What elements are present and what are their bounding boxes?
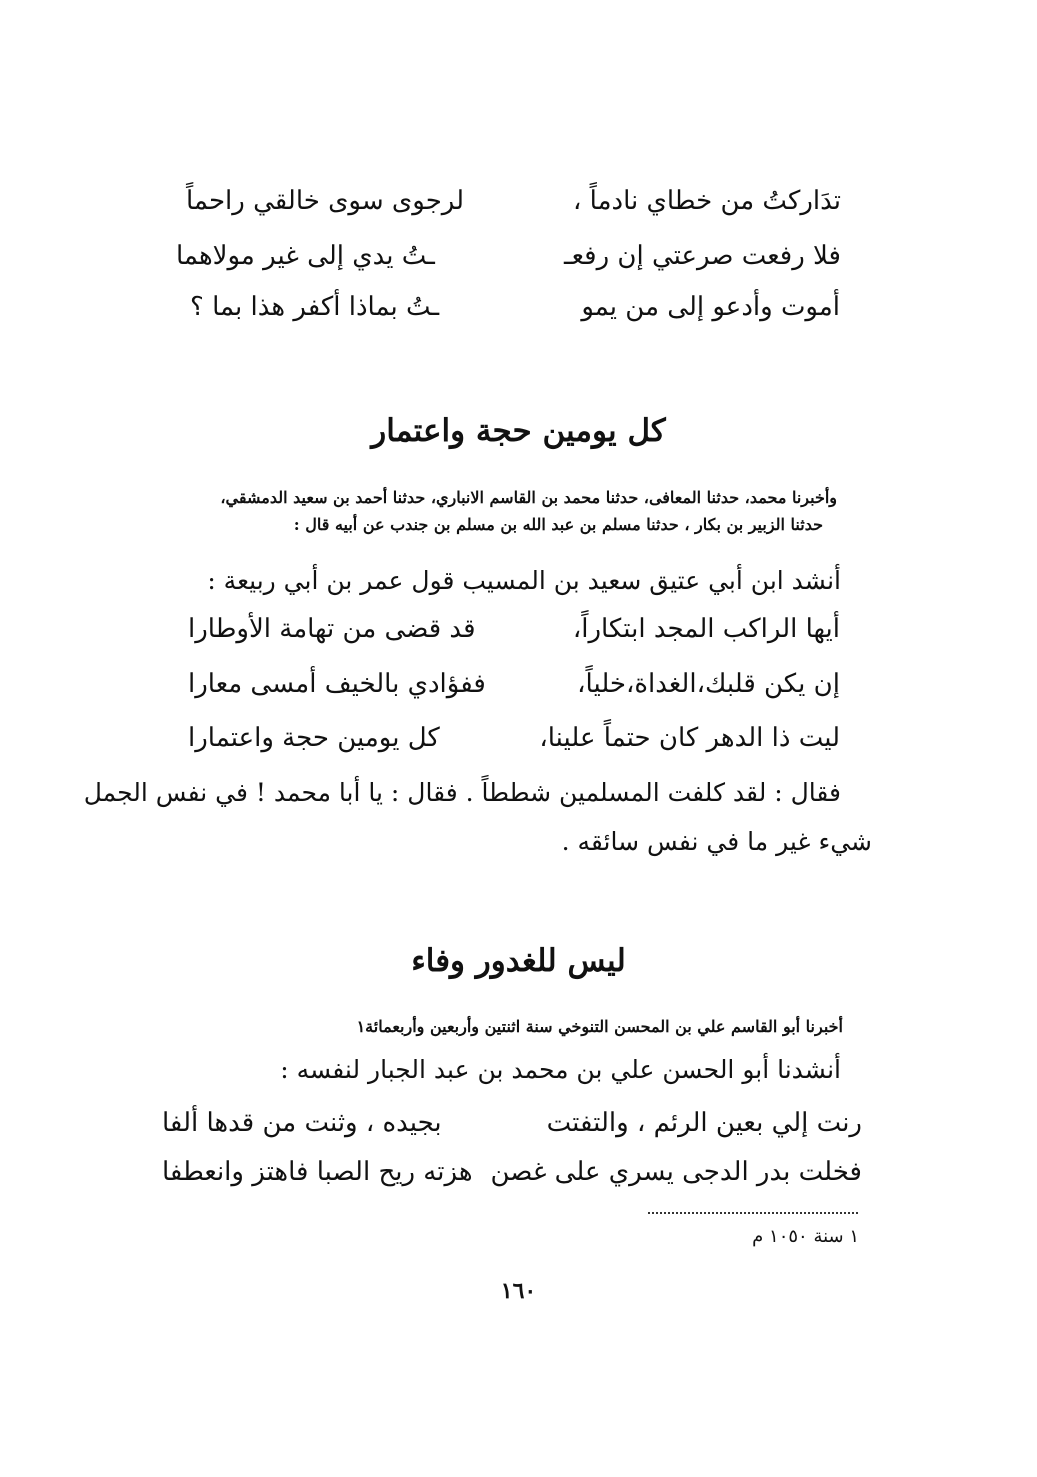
hemistich-second: هزته ريح الصبا فاهتز وانعطفا <box>162 1157 473 1187</box>
hemistich-second: بجيده ، وثنت من قدها ألفا <box>162 1108 442 1138</box>
closing-line-2: شيء غير ما في نفس سائقه . <box>561 827 872 856</box>
hemistich-first: أيها الراكب المجد ابتكاراً، <box>572 614 840 644</box>
section1-verse-3 <box>188 725 840 751</box>
page-number: ١٦٠ <box>500 1278 537 1304</box>
section2-verse-2 <box>162 1159 862 1185</box>
hemistich-first: فلا رفعت صرعتي إن رفعـ <box>564 241 841 271</box>
hemistich-second: ـتُ يدي إلى غير مولاهما <box>176 241 435 271</box>
section2-verse-1 <box>162 1110 862 1136</box>
hemistich-first: تدَاركتُ من خطاي نادماً ، <box>573 186 841 216</box>
isnad-line: أخبرنا أبو القاسم علي بن المحسن التنوخي سنة اثنتين وأربعين وأربعمائة١ <box>356 1017 843 1036</box>
poem1-verse-1 <box>186 188 841 214</box>
footnote: ١ سنة ١٠٥٠ م <box>752 1226 859 1247</box>
hemistich-first: فخلت بدر الدجى يسري على غصن <box>490 1157 862 1187</box>
closing-line-1: فقال : لقد كلفت المسلمين شططاً . فقال : يا أبا محمد ! في نفس الجمل <box>83 778 841 807</box>
hemistich-first: أموت وأدعو إلى من يمو <box>581 292 840 322</box>
section-title: ليس للغدور وفاء <box>411 943 626 979</box>
section-title: كل يومين حجة واعتمار <box>371 413 666 449</box>
section1-verse-2 <box>188 671 840 697</box>
isnad-line-1: وأخبرنا محمد، حدثنا المعافى، حدثنا محمد بن القاسم الانباري، حدثنا أحمد بن سعيد الدمشقي، <box>220 488 837 507</box>
hemistich-first: ليت ذا الدهر كان حتماً علينا، <box>539 723 840 753</box>
hemistich-second: ففؤادي بالخيف أمسى معارا <box>188 669 486 699</box>
hemistich-second: قد قضى من تهامة الأوطارا <box>188 614 476 644</box>
poem1-verse-2 <box>176 243 841 269</box>
intro-line: أنشدنا أبو الحسن علي بن محمد بن عبد الجبار لنفسه : <box>280 1055 841 1084</box>
hemistich-first: إن يكن قلبك،الغداة،خلياً، <box>577 669 840 699</box>
hemistich-second: لرجوى سوى خالقي راحماً <box>186 186 465 216</box>
intro-line: أنشد ابن أبي عتيق سعيد بن المسيب قول عمر بن أبي ربيعة : <box>207 566 841 595</box>
isnad-line-2: حدثنا الزبير بن بكار ، حدثنا مسلم بن عبد الله بن مسلم بن جندب عن أبيه قال : <box>293 515 823 534</box>
section1-verse-1 <box>188 616 840 642</box>
footnote-separator <box>648 1212 858 1214</box>
hemistich-first: رنت إلي بعين الرئم ، والتفتت <box>546 1108 862 1138</box>
hemistich-second: كل يومين حجة واعتمارا <box>188 723 440 753</box>
hemistich-second: ـتُ بماذا أكفر هذا بما ؟ <box>190 292 440 322</box>
poem1-verse-3 <box>190 294 840 320</box>
